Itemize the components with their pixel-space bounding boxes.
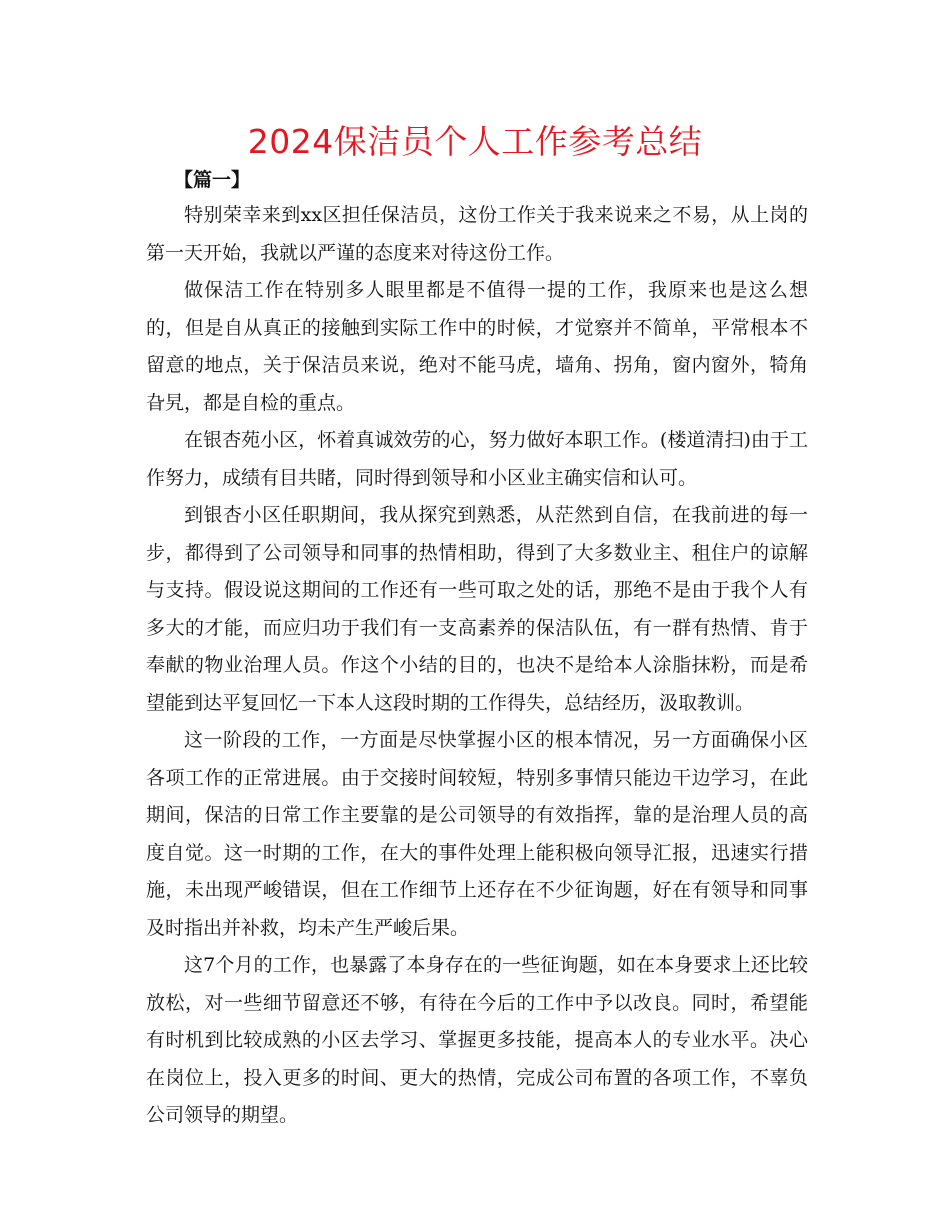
paragraph: 这7个月的工作，也暴露了本身存在的一些征询题，如在本身要求上还比较放松，对一些细节留意还不够，有待在今后的工作中予以改良。同时，希望能有时机到比较成熟的小区去学习、掌握更多技能，提高本人的专业水平。决心在岗位上，投入更多的时间、更大的热情，完成公司布置的各项工作，不辜负公司领导的期望。 [146,954,808,1126]
section-label: 【篇一】 [174,169,251,191]
paragraph: 在银杏苑小区，怀着真诚效劳的心，努力做好本职工作。(楼道清扫)由于工作努力，成绩有目共睹，同时得到领导和小区业主确实信和认可。 [146,429,808,489]
paragraph: 这一阶段的工作，一方面是尽快掌握小区的根本情况，另一方面确保小区各项工作的正常进展。由于交接时间较短，特别多事情只能边干边学习，在此期间，保洁的日常工作主要靠的是公司领导的有效指挥，靠的是治理人员的高度自觉。这一时期的工作，在大的事件处理上能积极向领导汇报，迅速实行措施，未出现严峻错误，但在工作细节上还存在不少征询题，好在有领导和同事及时指出并补救，均未产生严峻后果。 [146,729,808,939]
paragraph: 做保洁工作在特别多人眼里都是不值得一提的工作，我原来也是这么想的，但是自从真正的接触到实际工作中的时候，才觉察并不简单，平常根本不留意的地点，关于保洁员来说，绝对不能马虎，墙角、拐角，窗内窗外，犄角旮旯，都是自检的重点。 [146,279,808,414]
document-title: 2024保洁员个人工作参考总结 [247,122,703,161]
paragraph: 特别荣幸来到xx区担任保洁员，这份工作关于我来说来之不易，从上岗的第一天开始，我就以严谨的态度来对待这份工作。 [146,204,808,264]
document-body [146,197,808,1135]
paragraph: 到银杏小区任职期间，我从探究到熟悉，从茫然到自信，在我前进的每一步，都得到了公司领导和同事的热情相助，得到了大多数业主、租住户的谅解与支持。假设说这期间的工作还有一些可取之处的话，那绝不是由于我个人有多大的才能，而应归功于我们有一支高素养的保洁队伍，有一群有热情、肯于奉献的物业治理人员。作这个小结的目的，也决不是给本人涂脂抹粉，而是希望能到达平复回忆一下本人这段时期的工作得失，总结经历，汲取教训。 [146,504,808,714]
